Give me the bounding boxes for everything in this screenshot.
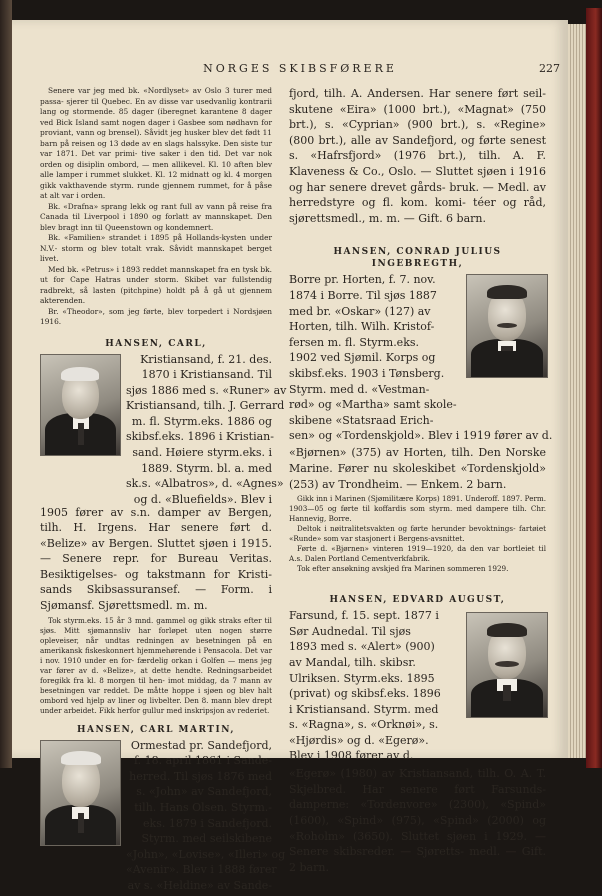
text-line: sjøs 1886 med s. «Runer» av bbox=[126, 383, 287, 397]
entry-note: Tok efter ansøkning avskjed fra Marinen sommeren 1929. bbox=[297, 564, 509, 574]
text-line: (privat) og skibsf.eks. 1896 bbox=[289, 687, 441, 701]
entry-note: Førte d. «Bjørnen» vinteren 1919—1920, da den var bortleiet til A.s. Dalen Portland Cementverkfabrik. bbox=[289, 544, 546, 564]
portrait-hair bbox=[487, 623, 527, 637]
entry-side-text bbox=[126, 352, 287, 508]
text-line: skibsf.eks. 1896 i Kristian- bbox=[126, 430, 274, 444]
text-line: og d. «Bluefields». Blev i bbox=[133, 492, 272, 506]
text-line: Kristiansand, f. 21. des. bbox=[140, 352, 272, 366]
book-cover-edge bbox=[586, 8, 602, 768]
running-title: NORGES SKIBSFØRERE bbox=[203, 62, 397, 75]
entry-body: «Egerø» (1980) av Kristiansand, tilh. O. A. T. Skjelbred. Har senere ført Farsunds-damperne: «Tordenvore» (2300), «Spind» (1600), «Spind» (975), «Spind» (2000) og «Roholm» (3650). Sluttet sjøen i 1929. — Senere skibsreder. — Sjøretts- medl. — Gift. 2 barn. bbox=[289, 767, 546, 874]
portrait-photo bbox=[466, 274, 548, 378]
text-line: rød» og «Martha» samt skole- bbox=[289, 398, 457, 412]
entry-note: Deltok i nøitralitetsvakten og førte herunder bevoktnings- fartøiet «Runde» som var stasjonert i Bergens-avsnittet. bbox=[289, 524, 546, 544]
text-line: sen» og «Tordenskjold». Blev i 1919 fører av d. bbox=[289, 429, 553, 443]
continued-text: fjord, tilh. A. Andersen. Har senere ført seil- skutene «Eira» (1000 brt.), «Magnat» (750 brt.), s. «Cyprian» (900 brt.), s. «Regine» (800 brt.), alle av Sandefjord, og førte senest s. «Hafrsfjord» (1976 brt.), tilh. A. F. Klaveness & Co., Oslo. — Sluttet sjøen i 1916 og har senere drevet gårds- bruk. — Medl. av herredstyre og fl. kom. komi- téer og råd, sjørettsmedl., m. m. — Gift. 6 barn. bbox=[289, 87, 546, 225]
portrait-tie bbox=[78, 423, 84, 445]
entry-hansen-carl-martin bbox=[40, 724, 286, 896]
page-edges bbox=[568, 24, 586, 758]
entry-photo-block bbox=[40, 738, 286, 896]
portrait-photo bbox=[466, 612, 548, 718]
text-line: s. «Ragna», s. «Orknøi», s. bbox=[289, 718, 439, 732]
text-line: «John», «Lovise», «Illeri» og bbox=[126, 847, 286, 861]
text-line: 1870 i Kristiansand. Til bbox=[141, 368, 272, 382]
text-line: «Avenir». Blev i 1888 fører bbox=[126, 863, 277, 877]
entry-side-text bbox=[289, 272, 553, 444]
text-line: Kristiansand, tilh. J. Gerrard bbox=[126, 399, 285, 413]
entry-name: HANSEN, CONRAD JULIUS bbox=[333, 247, 502, 258]
entry-side-text bbox=[289, 608, 454, 764]
left-column bbox=[40, 86, 287, 896]
text-line: «Hjørdis» og d. «Egerø». bbox=[289, 733, 429, 747]
entry-body: 1905 fører av s.n. damper av Bergen, tilh. H. Irgens. Har senere ført d. «Belize» av Bergen. Sluttet sjøen i 1915. — Senere repr. for Bureau Veritas. Besiktigelses- og takstmann for Kristi- sands Skibsassuransef. — Form. i Sjømansf. Sjørettsmedl. m. m. bbox=[40, 505, 272, 613]
portrait-hair bbox=[61, 367, 99, 381]
intro-paragraph: Br. «Theodor», som jeg førte, blev torpedert i Nordsjøen 1916. bbox=[40, 306, 272, 326]
entry-hansen-conrad bbox=[289, 246, 553, 574]
intro-paragraph: Bk. «Drafna» sprang lekk og rant full av vann på reise fra Canada til Liverpool i 1890 og forlatt av mannskapet. Den blev bragt inn til Queenstown og kondemnert. bbox=[40, 201, 272, 232]
text-line: 1893 med s. «Alert» (900) bbox=[289, 640, 435, 654]
text-line: skibsf.eks. 1903 i Tønsberg. bbox=[289, 366, 445, 380]
portrait-tie bbox=[78, 813, 84, 833]
entry-name: HANSEN, EDVARD AUGUST, bbox=[329, 595, 506, 606]
entry-name-cont: INGEBREGTH, bbox=[371, 259, 464, 270]
entry-name: HANSEN, CARL MARTIN, bbox=[76, 724, 236, 735]
text-line: sand. Høiere styrm.eks. i bbox=[132, 446, 272, 460]
text-line: i Kristiansand. Styrm. med bbox=[289, 702, 439, 716]
text-line: fersen m. fl. Styrm.eks. bbox=[289, 335, 420, 349]
portrait-photo bbox=[40, 354, 121, 456]
text-line: av s. «Heldine» av Sande- bbox=[127, 879, 272, 892]
intro-paragraph: Bk. «Familien» strandet i 1895 på Hollands-kysten under N.V.- storm og blev totalt vrak. Såvidt mannskapet berget livet. bbox=[40, 233, 272, 263]
text-line: Horten, tilh. Wilh. Kristof- bbox=[289, 320, 435, 334]
entry-photo-block bbox=[289, 272, 553, 445]
text-line: Styrm. med seilskibene bbox=[141, 832, 272, 846]
text-line: Ulriksen. Styrm.eks. 1895 bbox=[289, 671, 435, 685]
text-line: Ormestad pr. Sandefjord, bbox=[130, 738, 272, 752]
text-line: m. fl. Styrm.eks. 1886 og bbox=[131, 414, 272, 428]
entry-photo-block bbox=[289, 608, 546, 766]
entry-hansen-edvard bbox=[289, 594, 546, 875]
text-line: s. «John» av Sandefjord, bbox=[136, 785, 272, 799]
entry-note: Gikk inn i Marinen (Sjømilitære Korps) 1891. Underoff. 1897. Perm. 1903—05 og førte til koffardis som styrm. med dampere tilh. Chr. Hannevig, Borre. bbox=[289, 494, 546, 524]
portrait-photo bbox=[40, 740, 121, 846]
text-line: herred. Til sjøs 1876 med bbox=[129, 769, 272, 783]
text-line: av Mandal, tilh. skibsr. bbox=[289, 655, 416, 669]
entry-note: Tok styrm.eks. 15 år 3 mnd. gammel og gikk straks efter til sjøs. Mitt sjømannsliv har forløpet uten nogen større opleveiser, når undtas redningen av besetningen på en amerikansk fiskeskonnert hjemmehørende i Pensacola. Det var i nov. 1910 under en for- færdelig orkan i Golfen — mens jeg var fører av d. «Belize», at dette hendte. Redningsarbeidet foregikk fra kl. 8 morgen til hen- imot middag, da 7 mann av besetningen var reddet. De måtte hoppe i sjøen og blev halt ombord ved hjelp av liner og livbelter. Den 8. mann blev drept under arbeidet. Fikk herfor gullur med inskripsjon av rederiet. bbox=[40, 615, 272, 715]
text-line: tilh. Hans Olsen. Styrm.- bbox=[134, 801, 272, 815]
text-line: med br. «Oskar» (127) av bbox=[289, 304, 431, 318]
right-column bbox=[289, 86, 553, 875]
entry-hansen-carl bbox=[40, 338, 287, 716]
page-number: 227 bbox=[539, 62, 560, 75]
text-line: Borre pr. Horten, f. 7. nov. bbox=[289, 273, 436, 287]
intro-paragraph: Med bk. «Petrus» i 1893 reddet mannskapet fra en tysk bk. ut for Cape Hatras under storm. Skibet var fullstendig radbrekt, så lasten (pitchpine) holdt på å gå ut gjennem akterenden. bbox=[40, 264, 272, 305]
text-line: 1874 i Borre. Til sjøs 1887 bbox=[289, 288, 437, 302]
text-line: Blev i 1908 fører av d. bbox=[289, 749, 414, 763]
book-binding bbox=[0, 0, 12, 768]
text-line: f. 18. april 1861 i Sande- bbox=[133, 754, 272, 768]
text-line: skibene «Statsraad Erich- bbox=[289, 413, 434, 427]
entry-name: HANSEN, CARL, bbox=[105, 338, 207, 349]
text-line: Styrm. med d. «Vestman- bbox=[289, 382, 430, 396]
entry-side-text bbox=[126, 738, 286, 894]
entry-body: «Bjørnen» (375) av Horten, tilh. Den Norske Marine. Fører nu skoleskibet «Tordenskjold» (253) av Trondheim. — Enkem. 2 barn. bbox=[289, 446, 546, 491]
portrait-hair bbox=[61, 751, 101, 765]
text-line: 1902 ved Sjømil. Korps og bbox=[289, 351, 436, 365]
text-line: Sør Audnedal. Til sjøs bbox=[289, 624, 411, 638]
portrait-hair bbox=[487, 285, 527, 299]
text-line: Farsund, f. 15. sept. 1877 i bbox=[289, 609, 439, 623]
text-line: sk.s. «Albatros», d. «Agnes» bbox=[126, 477, 284, 491]
intro-paragraph: Senere var jeg med bk. «Nordlyset» av Oslo 3 turer med passa- sjerer til Quebec. En av disse var usedvanlig kontrarii lang og stormende. 85 dager (iberegnet karantene 8 dager ved Bick Island samt nogen dager i Gasbee som nødhavn for proviant, vann og brensel). Såvidt jeg husker blev det født 11 barn på reisen og 13 døde av en slags halssyke. Den siste tur var 1871. Det var primi- tive saker i den tid. Det var nok orden og disiplin ombord, — men allikevel. Kl. 10 aften blev alle lamper i rummet slukket. Kl. 12 midnatt og kl. 4 morgen gikk vakthavende styrm. runde gjennem rummet, for å påse at alt var i orden. bbox=[40, 86, 272, 200]
entry-photo-block bbox=[40, 352, 287, 506]
page-header bbox=[40, 62, 560, 76]
portrait-bowtie bbox=[501, 346, 513, 351]
portrait-tie bbox=[503, 685, 511, 701]
text-line: eks. 1879 i Sandefjord. bbox=[143, 816, 272, 830]
text-line: 1889. Styrm. bl. a. med bbox=[141, 461, 272, 475]
